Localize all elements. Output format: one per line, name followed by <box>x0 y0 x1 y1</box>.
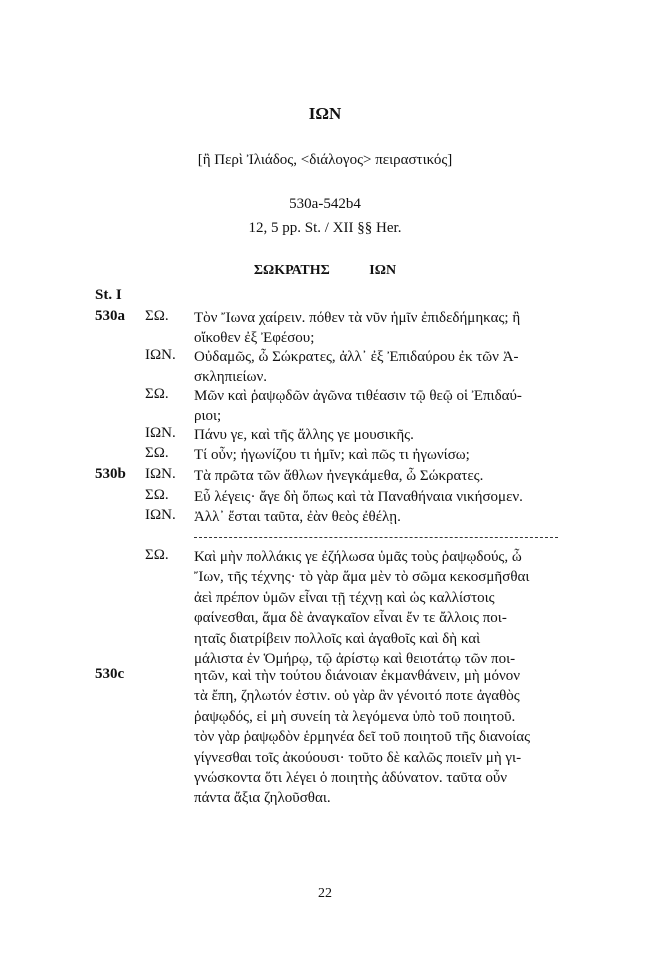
text-line: οἴκοθεν ἐξ Ἐφέσου; <box>194 330 315 347</box>
text-line: Καὶ μὴν πολλάκις γε ἐζήλωσα ὑμᾶς τοὺς ῥαψῳδούς, ὦ <box>194 549 522 565</box>
text-line: Οὐδαμῶς, ὦ Σώκρατες, ἀλλ᾽ ἐξ Ἐπιδαύρου ἐκ τῶν Ἀ- <box>194 349 519 365</box>
text-line: Τί οὖν; ἠγωνίζου τι ἡμῖν; καὶ πῶς τι ἠγωνίσω; <box>194 447 470 463</box>
text-line: Μῶν καὶ ῥαψῳδῶν ἀγῶνα τιθέασιν τῷ θεῷ οἱ Ἐπιδαύ- <box>194 388 522 404</box>
page-number: 22 <box>318 886 332 901</box>
speech-block <box>194 547 562 669</box>
speech-block <box>194 425 562 445</box>
stephanus-range: 530a-542b4 <box>289 196 361 212</box>
text-line: πάντα ἄξια ζηλοῦσθαι. <box>194 790 331 807</box>
text-line: ητῶν, καὶ τὴν τούτου διάνοιαν ἐκμανθάνειν, μὴ μόνον <box>194 668 521 684</box>
text-line: ριοι; <box>194 408 222 425</box>
speaker-tag: ΣΩ. <box>145 386 169 402</box>
text-line: μάλιστα ἐν Ὁμήρῳ, τῷ ἀρίστῳ καὶ θειοτάτῳ τῶν ποι- <box>194 651 516 668</box>
speech-block <box>194 445 562 465</box>
text-line: Ἴων, τῆς τέχνης· τὸ γὰρ ἅμα μὲν τὸ σῶμα κεκοσμῆσθαι <box>194 569 530 586</box>
speaker-tag: ΙΩΝ. <box>145 425 176 441</box>
text-line: ἀεὶ πρέπον ὑμῶν εἶναι τῇ τέχνῃ καὶ ὡς καλλίστοις <box>194 589 495 606</box>
speech-block <box>194 507 562 527</box>
dialogue-title: ΙΩΝ <box>308 104 342 123</box>
text-line: ῥαψῳδός, εἰ μὴ συνείη τὰ λεγόμενα ὑπὸ τοῦ ποιητοῦ. <box>194 708 516 725</box>
speaker-tag: ΣΩ. <box>145 547 169 563</box>
edition-reference: 12, 5 pp. St. / XII §§ Her. <box>248 220 402 236</box>
speaker-tag: ΙΩΝ. <box>145 507 176 523</box>
speaker-tag: ΣΩ. <box>145 487 169 503</box>
speaker-socrates: ΣΩΚΡΑΤΗΣ <box>253 263 330 278</box>
speech-block <box>194 347 562 388</box>
text-line: φαίνεσθαι, ἅμα δὲ ἀναγκαῖον εἶναι ἔν τε ἄλλοις ποι- <box>194 610 507 627</box>
margin-ref-530c: 530c <box>95 666 125 682</box>
speech-block <box>194 386 562 427</box>
edition-label: St. I <box>95 287 122 303</box>
text-line: Εὖ λέγεις· ἄγε δὴ ὅπως καὶ τὰ Παναθήναια νικήσομεν. <box>194 489 523 505</box>
text-line: τὰ ἔπη, ζηλωτόν ἐστιν. οὐ γὰρ ἂν γένοιτό ποτε ἀγαθὸς <box>194 688 520 705</box>
speech-block-continued <box>194 666 562 809</box>
speech-block <box>194 308 562 349</box>
text-line: τὸν γὰρ ῥαψῳδὸν ἑρμηνέα δεῖ τοῦ ποιητοῦ τῆς διανοίας <box>194 729 531 746</box>
dialogue-subtitle: [ἢ Περὶ Ἰλιάδος, <διάλογος> πειραστικός] <box>197 152 453 168</box>
speaker-ion: ΙΩΝ <box>369 263 397 278</box>
dramatis-personae <box>0 263 650 279</box>
speaker-tag: ΙΩΝ. <box>145 466 176 482</box>
text-line: γίγνεσθαι τοῖς ἀκούουσι· τοῦτο δὲ καλῶς ποιεῖν μὴ γι- <box>194 749 522 766</box>
speech-block <box>194 466 562 486</box>
text-line: Τὸν Ἴωνα χαίρειν. πόθεν τὰ νῦν ἡμῖν ἐπιδεδήμηκας; ἢ <box>194 310 521 326</box>
page-break-rule <box>194 537 558 538</box>
text-line: γνώσκοντα ὅτι λέγει ὁ ποιητὴς ἀδύνατον. ταῦτα οὖν <box>194 770 508 787</box>
speaker-tag: ΣΩ. <box>145 308 169 324</box>
text-line: ηταῖς διατρίβειν πολλοῖς καὶ ἀγαθοῖς καὶ δὴ καὶ <box>194 630 481 647</box>
text-line: σκληπιείων. <box>194 369 267 386</box>
speech-block <box>194 487 562 507</box>
text-line: Ἀλλ᾽ ἔσται ταῦτα, ἐὰν θεὸς ἐθέλῃ. <box>194 509 401 525</box>
speaker-tag: ΙΩΝ. <box>145 347 176 363</box>
text-line: Πάνυ γε, καὶ τῆς ἄλλης γε μουσικῆς. <box>194 427 414 443</box>
speaker-tag: ΣΩ. <box>145 445 169 461</box>
margin-ref-530a: 530a <box>95 308 125 324</box>
margin-ref-530b: 530b <box>95 466 126 482</box>
text-line: Τὰ πρῶτα τῶν ἄθλων ἠνεγκάμεθα, ὦ Σώκρατες. <box>194 468 484 484</box>
